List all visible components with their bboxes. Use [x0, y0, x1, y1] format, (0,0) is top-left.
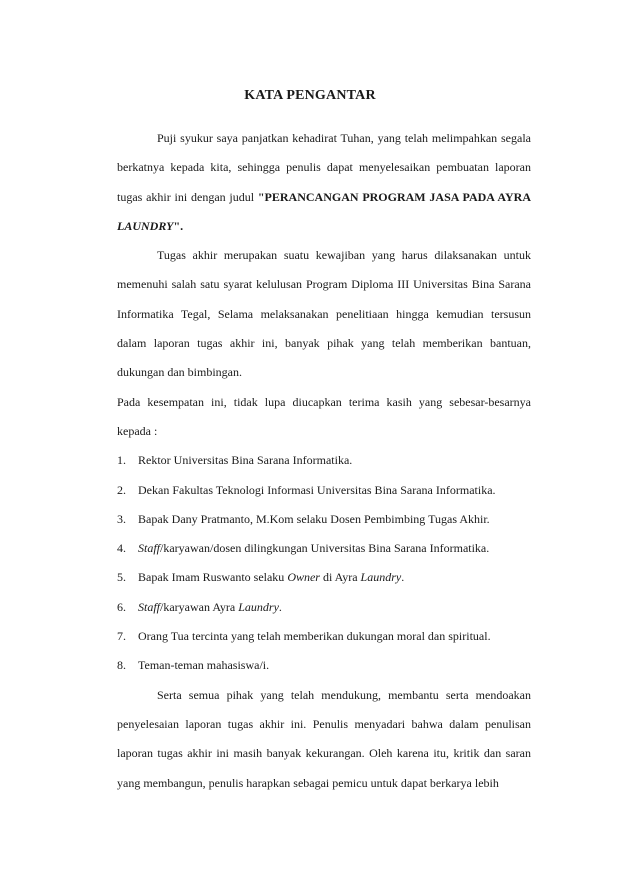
- list-item-text: .: [401, 570, 405, 585]
- list-item-text: Rektor Universitas Bina Sarana Informatika.: [138, 453, 353, 468]
- list-item-italic: Laundry: [360, 570, 402, 585]
- report-title-text: "PERANCANGAN PROGRAM JASA PADA AYRA: [257, 189, 531, 204]
- list-item-number: 7.: [117, 629, 126, 644]
- list-item: [117, 563, 531, 592]
- list-item-text: /karyawan/dosen dilingkungan Universitas Bina Sarana Informatika.: [160, 541, 490, 556]
- list-item-italic: Staff: [138, 541, 161, 556]
- list-item: [117, 505, 531, 534]
- list-item-italic: Staff: [138, 599, 161, 614]
- list-item-text: Bapak Imam Ruswanto selaku: [138, 570, 288, 585]
- document-body: [117, 124, 531, 798]
- list-item-number: 2.: [117, 482, 126, 497]
- list-item-italic: Owner: [287, 570, 320, 585]
- thanks-list: [117, 446, 531, 680]
- list-item-italic: Laundry: [238, 599, 279, 614]
- list-item-text: Bapak Dany Pratmanto, M.Kom selaku Dosen Pembimbing Tugas Akhir.: [138, 511, 490, 526]
- paragraph-closing: Serta semua pihak yang telah mendukung, membantu serta mendoakan penyelesaian laporan tugas akhir ini. Penulis menyadari bahwa dalam penulisan laporan tugas akhir ini masih banyak kekurangan. Oleh karena itu, kritik dan saran yang membangun, penulis harapkan sebagai pemicu untuk dapat berkarya lebih: [117, 687, 531, 790]
- list-item-number: 8.: [117, 658, 126, 673]
- list-item-number: 4.: [117, 541, 126, 556]
- page-title: KATA PENGANTAR: [244, 88, 376, 103]
- list-item: [117, 476, 531, 505]
- paragraph-intro-text: Puji syukur saya panjatkan kehadirat Tuhan, yang telah melimpahkan segala berkatnya kepada kita, sehingga penulis dapat menyelesaikan pembuatan laporan tugas akhir ini dengan judul: [117, 131, 531, 204]
- report-title-end: ".: [173, 218, 184, 233]
- list-item-text: .: [278, 599, 282, 614]
- list-item-number: 5.: [117, 570, 126, 585]
- list-item-text: Orang Tua tercinta yang telah memberikan dukungan moral dan spiritual.: [138, 629, 491, 644]
- list-item: [117, 622, 531, 651]
- paragraph-thanks: Pada kesempatan ini, tidak lupa diucapkan terima kasih yang sebesar-besarnya kepada :: [117, 394, 531, 438]
- list-item-text: Teman-teman mahasiswa/i.: [138, 658, 270, 673]
- list-item-text: di Ayra: [319, 570, 361, 585]
- report-title-italic: LAUNDRY: [117, 218, 174, 233]
- list-item-number: 6.: [117, 599, 126, 614]
- list-item-number: 3.: [117, 511, 126, 526]
- list-item-number: 1.: [117, 453, 126, 468]
- list-item-text: /karyawan Ayra: [160, 599, 239, 614]
- list-item: [117, 534, 531, 563]
- paragraph-intro: [117, 124, 531, 241]
- paragraph-purpose: Tugas akhir merupakan suatu kewajiban yang harus dilaksanakan untuk memenuhi salah satu syarat kelulusan Program Diploma III Universitas Bina Sarana Informatika Tegal, Selama melaksanakan penelitiaan hingga kemudian tersusun dalam laporan tugas akhir ini, banyak pihak yang telah memberikan bantuan, dukungan dan bimbingan.: [117, 248, 531, 380]
- list-item: [117, 651, 531, 680]
- list-item: [117, 593, 531, 622]
- list-item: [117, 446, 531, 475]
- list-item-text: Dekan Fakultas Teknologi Informasi Universitas Bina Sarana Informatika.: [138, 482, 496, 497]
